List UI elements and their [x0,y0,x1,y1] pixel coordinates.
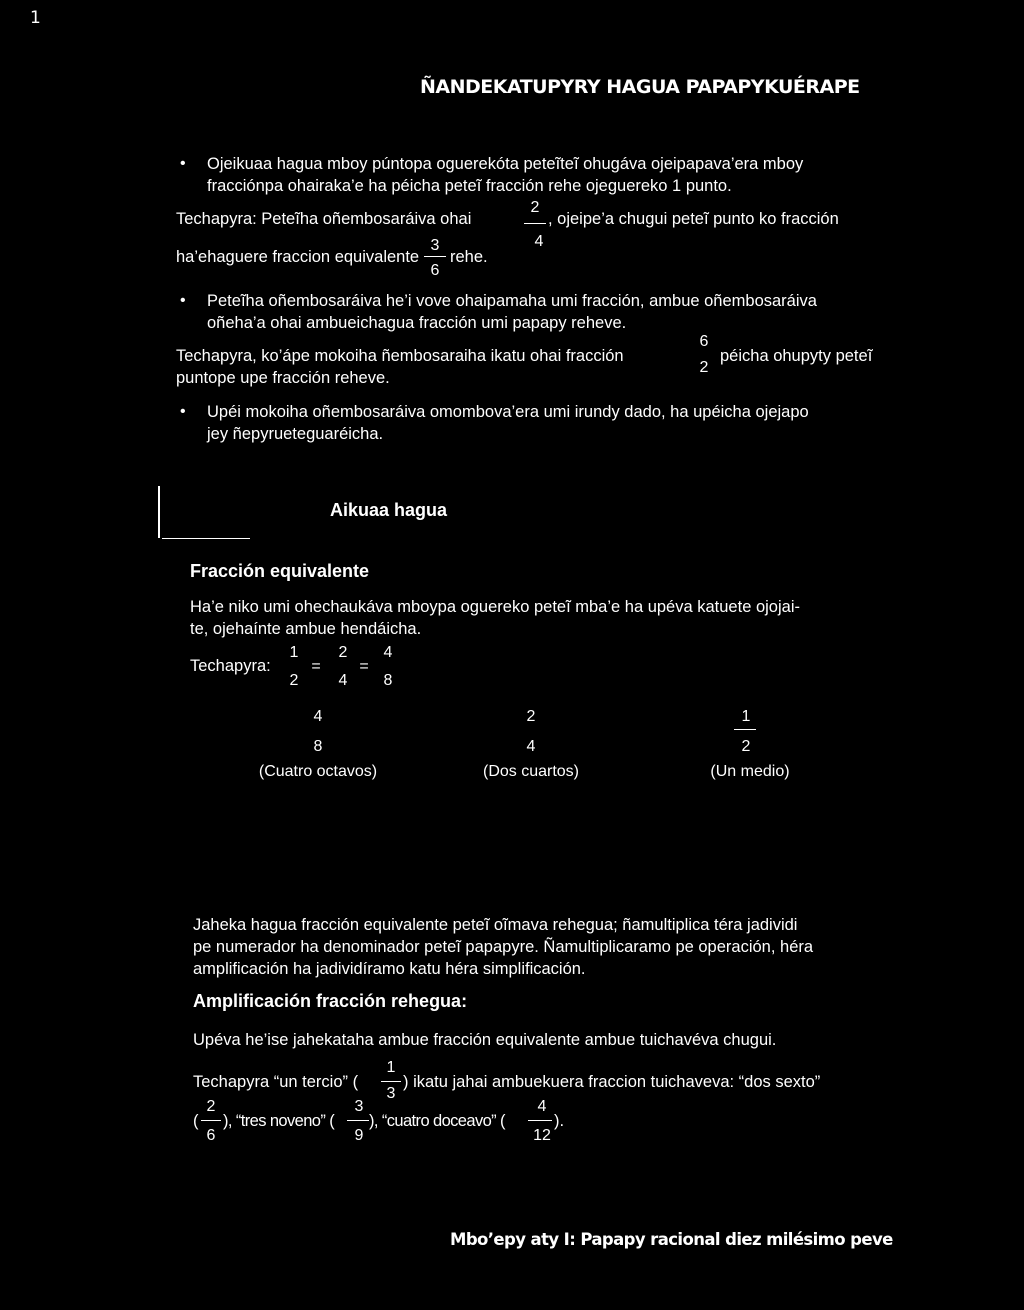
box-example-label: Techapyra: [190,657,271,675]
fraction-numerator: 3 [430,237,440,254]
fraction-denominator: 12 [533,1127,551,1144]
fraction-denominator: 6 [206,1127,216,1144]
page-number: 1 [30,8,41,28]
eq-numerator-2: 2 [338,644,348,661]
illustration-caption: (Un medio) [710,763,790,780]
box-bottom-border [162,538,250,539]
bullet-dot: • [180,292,186,309]
illustration-numerator: 1 [741,708,751,725]
illustration-denominator: 4 [526,738,536,755]
illustration-denominator: 8 [313,738,323,755]
fraction-bar [524,223,546,224]
box-paragraph-line-2: te, ojehaínte ambue hendáicha. [190,620,422,638]
eq-denominator-1: 2 [289,672,299,689]
bullet-2-line-1: Peteĩha oñembosaráiva he’i vove ohaipamaha umi fracción, ambue oñembosaráiva [207,292,817,310]
example-2-a: Techapyra, ko’ápe mokoiha ñembosaraiha ikatu ohai fracción [176,347,624,365]
fraction-denominator: 3 [386,1085,396,1102]
equals-sign: = [311,658,321,675]
bullet-1-line-2: fracciónpa ohairaka’e ha péicha peteĩ fracción rehe ojeguereko 1 punto. [207,177,732,195]
lower-paragraph-line-1: Jaheka hagua fracción equivalente peteĩ oĩmava rehegua; ñamultiplica téra jadividi [193,916,798,934]
box-left-border [158,486,160,538]
box-paragraph-line-1: Ha’e niko umi ohechaukáva mboypa oguereko peteĩ mba’e ha upéva katuete ojojai- [190,598,800,616]
example-1-b: , ojeipe’a chugui peteĩ punto ko fracción [548,210,839,228]
illustration-denominator: 2 [741,738,751,755]
fraction-denominator: 4 [534,233,544,250]
example-3-a: Techapyra “un tercio” ( [193,1073,359,1091]
page-title: ÑANDEKATUPYRY HAGUA PAPAPYKUÉRAPE [420,76,860,98]
illustration-caption: (Dos cuartos) [482,763,580,780]
illustration-caption: (Cuatro octavos) [258,763,378,780]
fraction-bar [734,729,756,730]
fraction-numerator: 2 [530,199,540,216]
illustration-numerator: 4 [313,708,323,725]
eq-denominator-2: 4 [338,672,348,689]
fraction-numerator: 3 [354,1098,364,1115]
fraction-denominator: 6 [430,262,440,279]
eq-denominator-3: 8 [383,672,393,689]
equals-sign: = [359,658,369,675]
fraction-denominator: 9 [354,1127,364,1144]
eq-numerator-3: 4 [383,644,393,661]
example-4-c: ). [554,1112,565,1130]
footer-title: Mbo’epy aty I: Papapy racional diez milésimo peve [450,1230,893,1249]
example-1-a: Techapyra: Peteĩha oñembosaráiva ohai [176,210,472,228]
fraction-bar [347,1120,369,1121]
lower-paragraph-2: Upéva he’ise jahekataha ambue fracción equivalente ambue tuichavéva chugui. [193,1031,777,1049]
fraction-bar [381,1081,401,1082]
example-3-b: ) ikatu jahai ambuekuera fraccion tuichaveva: “dos sexto” [403,1073,821,1091]
bullet-3-line-2: jey ñepyrueteguaréicha. [207,425,384,443]
example-4-b: ), “cuatro doceavo” ( [369,1112,505,1130]
box-subheading: Fracción equivalente [190,561,370,581]
section-heading: Amplificación fracción rehegua: [193,991,468,1011]
fraction-numerator: 6 [699,333,709,350]
example-1-c: ha’ehaguere fraccion equivalente [176,248,420,266]
fraction-bar [424,256,446,257]
box-heading: Aikuaa hagua [330,500,448,520]
bullet-2-line-2: oñeha’a ohai ambueichagua fracción umi papapy reheve. [207,314,627,332]
bullet-dot: • [180,403,186,420]
fraction-numerator: 4 [537,1098,547,1115]
lower-paragraph-line-3: amplificación ha jadividíramo katu héra simplificación. [193,960,586,978]
bullet-3-line-1: Upéi mokoiha oñembosaráiva omombova’era umi irundy dado, ha upéicha ojejapo [207,403,809,421]
illustration-numerator: 2 [526,708,536,725]
example-4-open: ( [193,1112,199,1130]
example-4-a: ), “tres noveno” ( [223,1112,335,1130]
fraction-numerator: 2 [206,1098,216,1115]
fraction-bar [201,1120,221,1121]
bullet-dot: • [180,155,186,172]
example-2-c: puntope upe fracción reheve. [176,369,390,387]
example-2-b: péicha ohupyty peteĩ [720,347,873,365]
eq-numerator-1: 1 [289,644,299,661]
fraction-bar [528,1120,552,1121]
example-1-d: rehe. [450,248,488,266]
fraction-numerator: 1 [386,1059,396,1076]
fraction-denominator: 2 [699,359,709,376]
bullet-1-line-1: Ojeikuaa hagua mboy púntopa oguerekóta peteĩteĩ ohugáva ojeipapava’era mboy [207,155,804,173]
lower-paragraph-line-2: pe numerador ha denominador peteĩ papapyre. Ñamultiplicaramo pe operación, héra [193,938,814,956]
